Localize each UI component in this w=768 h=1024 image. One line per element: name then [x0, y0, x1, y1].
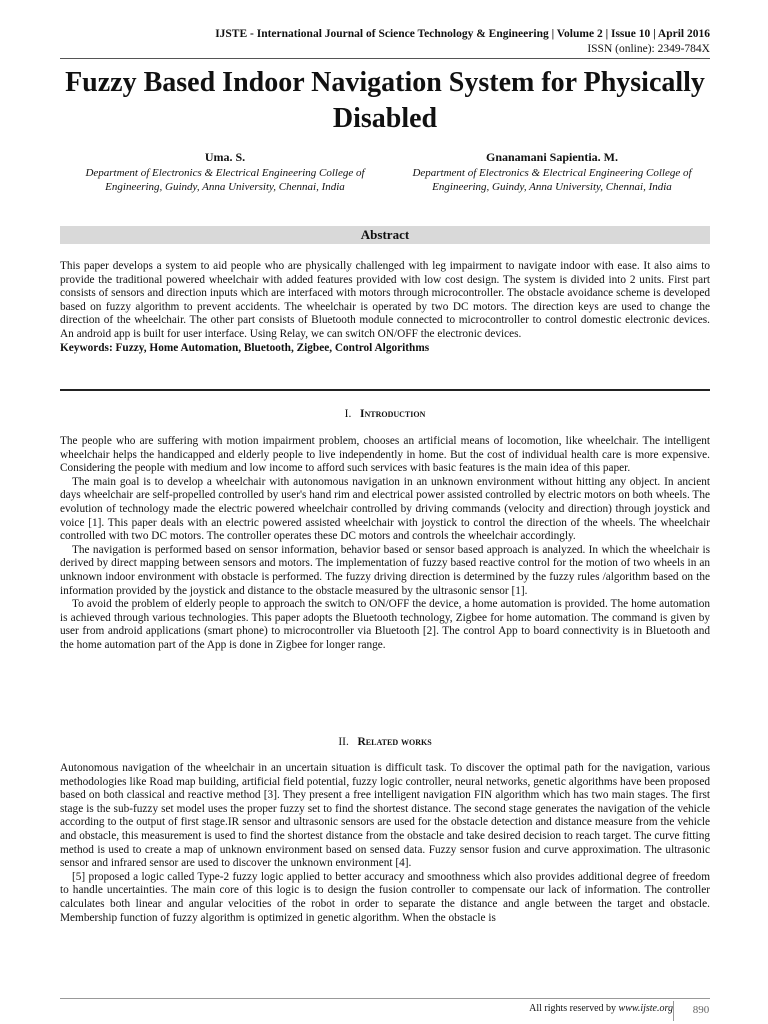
paragraph: The people who are suffering with motion impairment problem, chooses an artificial means of locomotion, like wheelchair. The intelligent wheelchair helps the handicapped and elderly people to live independently in home. But the cost of individual health care is more expensive. Considering the people with medium and low income to afford such services with basic features is the main idea of this paper.	[60, 435, 710, 475]
paragraph: To avoid the problem of elderly people to approach the switch to ON/OFF the device, a home automation is provided. The home automation is achieved through various technologies. This paper adopts the Bluetooth technology, Zigbee for home automation. The command is given by user from android applications (smart phone) to microcontroller via Bluetooth [2]. The control App to board connectivity is in Bluetooth and the home automation part of the App is done in Zigbee for longer range.	[60, 598, 710, 651]
section-body-introduction	[60, 435, 710, 653]
abstract-heading: Abstract	[60, 226, 710, 244]
author-name: Gnanamani Sapientia. M.	[485, 150, 619, 164]
paragraph: Autonomous navigation of the wheelchair in an uncertain situation is difficult task. To discover the optimal path for the navigation, various methodologies like Road map building, artificial field potential, fuzzy logic controller, neural networks, genetic algorithms have been proposed based on both classical and reactive method [3]. They present a free intelligent navigation FIN algorithm which has two main stages. The first stage is the sub-fuzzy set model uses the proper fuzzy set to find the shortest distance. The second stage generates the navigation of the vehicle according to the output of first stage.IR sensor and ultrasonic sensors are used for the obstacle detection and distance measure from the vehicle and obstacle, this measurement is used to find the shortest distance from the obstacle and take desired decision to reach target. The curve fitting method is used to create a map of unknown environment based on sensed data. Fuzzy sensor fusion and curve approximation. The ultrasonic sensor and infrared sensor are used to discover the unknown environment [4].	[60, 762, 710, 870]
section-title: Introduction	[359, 408, 426, 420]
footer-site-link[interactable]: www.ijste.org	[618, 1003, 673, 1014]
issn: ISSN (online): 2349-784X	[587, 43, 710, 55]
section-number: I.	[344, 408, 352, 420]
footer-rights-text: All rights reserved by	[529, 1003, 617, 1014]
section-number: II.	[338, 736, 349, 748]
paragraph: The navigation is performed based on sensor information, behavior based or sensor based approach is analyzed. In which the wheelchair is derived by direct mapping between sensors and motors. The implementation of fuzzy based reactive control for the motion of two wheels in an unknown indoor environment with obstacle is performed. The fuzzy driving direction is determined by the fuzzy rules /algorithm based on the information provided by the joystick and distance to the obstacle measured by the ultrasonic sensor [1].	[60, 543, 710, 597]
section-title: Related works	[357, 736, 432, 748]
page-number: 890	[673, 1001, 728, 1021]
author-block-2	[392, 150, 712, 194]
footer-rights	[529, 1003, 673, 1014]
author-affiliation: Department of Electronics & Electrical Engineering College of Engineering, Guindy, Anna University, Chennai, India	[85, 167, 365, 193]
header-divider	[60, 58, 710, 59]
paper-title: Fuzzy Based Indoor Navigation System for Physically Disabled	[65, 67, 705, 134]
section-heading-introduction	[60, 408, 710, 420]
footer-divider	[60, 998, 710, 999]
journal-name: IJSTE - International Journal of Science Technology & Engineering | Volume 2 | Issue 10 | April 2016	[215, 28, 710, 40]
abstract-body: This paper develops a system to aid people who are physically challenged with leg impairment to navigate indoor with ease. It also aims to provide the traditional powered wheelchair with added features provided with low cost design. The system is divided into 2 units. First part consists of sensors and direction inputs which are interfaced with motors through microcontroller. The obstacle avoidance scheme is developed based on fuzzy algorithm to prevent accidents. The wheelchair is operated by two DC motors. The direction keys are used to change the direction of the wheelchair. The other part consists of Bluetooth module connected to microcontroller to control domestic electronic devices. An android app is built for user interface. Using Relay, we can switch ON/OFF the electronic devices.	[60, 260, 710, 340]
paragraph: The main goal is to develop a wheelchair with autonomous navigation in an unknown environment without hitting any object. In ancient days wheelchair are self-propelled controlled by user's hand rim and electrical power assisted controlled by electric motors on both wheels. The evolution of technology made the electric powered wheelchair controlled by driving commands (velocity and direction) through joystick and voice [1]. This paper deals with an electric powered assisted wheelchair with joystick to control the direction of the wheels. The wheelchair controlled with two DC motors. The controller operates these DC motors and controls the wheelchair accordingly.	[60, 475, 710, 543]
journal-header	[215, 27, 710, 57]
section-heading-related-works	[60, 736, 710, 748]
author-name: Uma. S.	[204, 150, 246, 164]
abstract-divider	[60, 389, 710, 391]
paragraph: [5] proposed a logic called Type-2 fuzzy logic applied to better accuracy and smoothness which also provides additional degree of freedom to handle uncertainties. The main core of this logic is to design the fusion controller to compensate our lack of information. The controller calculates both linear and angular velocities of the robot in order to separate the distance and angle between the target and obstacle. Membership function of fuzzy algorithm is optimized in genetic algorithm. When the obstacle is	[60, 870, 710, 924]
keywords: Keywords: Fuzzy, Home Automation, Bluetooth, Zigbee, Control Algorithms	[60, 341, 430, 354]
author-block-1	[65, 150, 385, 194]
section-body-related-works	[60, 762, 710, 925]
author-affiliation: Department of Electronics & Electrical Engineering College of Engineering, Guindy, Anna University, Chennai, India	[412, 167, 692, 193]
abstract	[60, 260, 710, 355]
